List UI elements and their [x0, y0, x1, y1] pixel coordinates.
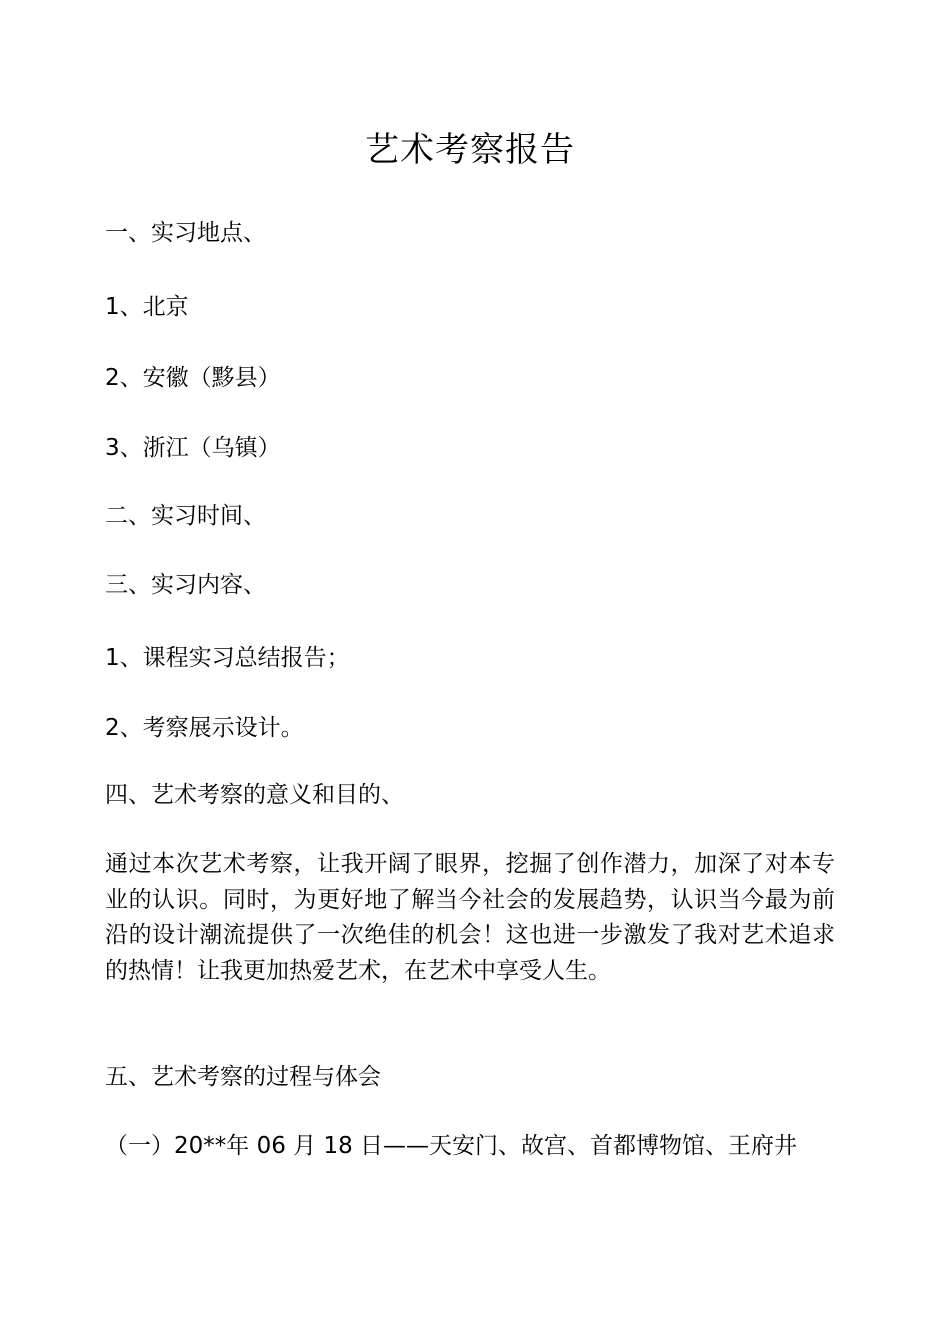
content-item-1: 1、课程实习总结报告；	[105, 645, 350, 671]
meaning-paragraph: 通过本次艺术考察，让我开阔了眼界，挖掘了创作潜力，加深了对本专业的认识。同时，为更好地了解当今社会的发展趋势，认识当今最为前沿的设计潮流提供了一次绝佳的机会！这也进一步激发了我对艺术追求的热情！让我更加热爱艺术，在艺术中享受人生。	[105, 851, 835, 984]
location-item-3: 3、浙江（乌镇）	[105, 435, 281, 461]
process-day-1: （一）20**年 06 月 18 日——天安门、故宫、首都博物馆、王府井	[105, 1133, 798, 1159]
location-item-2: 2、安徽（黟县）	[105, 365, 281, 391]
section-heading-location: 一、实习地点、	[105, 220, 266, 246]
content-item-2: 2、考察展示设计。	[105, 715, 304, 741]
section-heading-content: 三、实习内容、	[105, 572, 266, 598]
location-item-1: 1、北京	[105, 294, 189, 320]
section-heading-process: 五、艺术考察的过程与体会	[105, 1064, 381, 1090]
section-heading-meaning: 四、艺术考察的意义和目的、	[105, 782, 404, 808]
section-heading-time: 二、实习时间、	[105, 503, 266, 529]
document-title: 艺术考察报告	[365, 130, 575, 170]
